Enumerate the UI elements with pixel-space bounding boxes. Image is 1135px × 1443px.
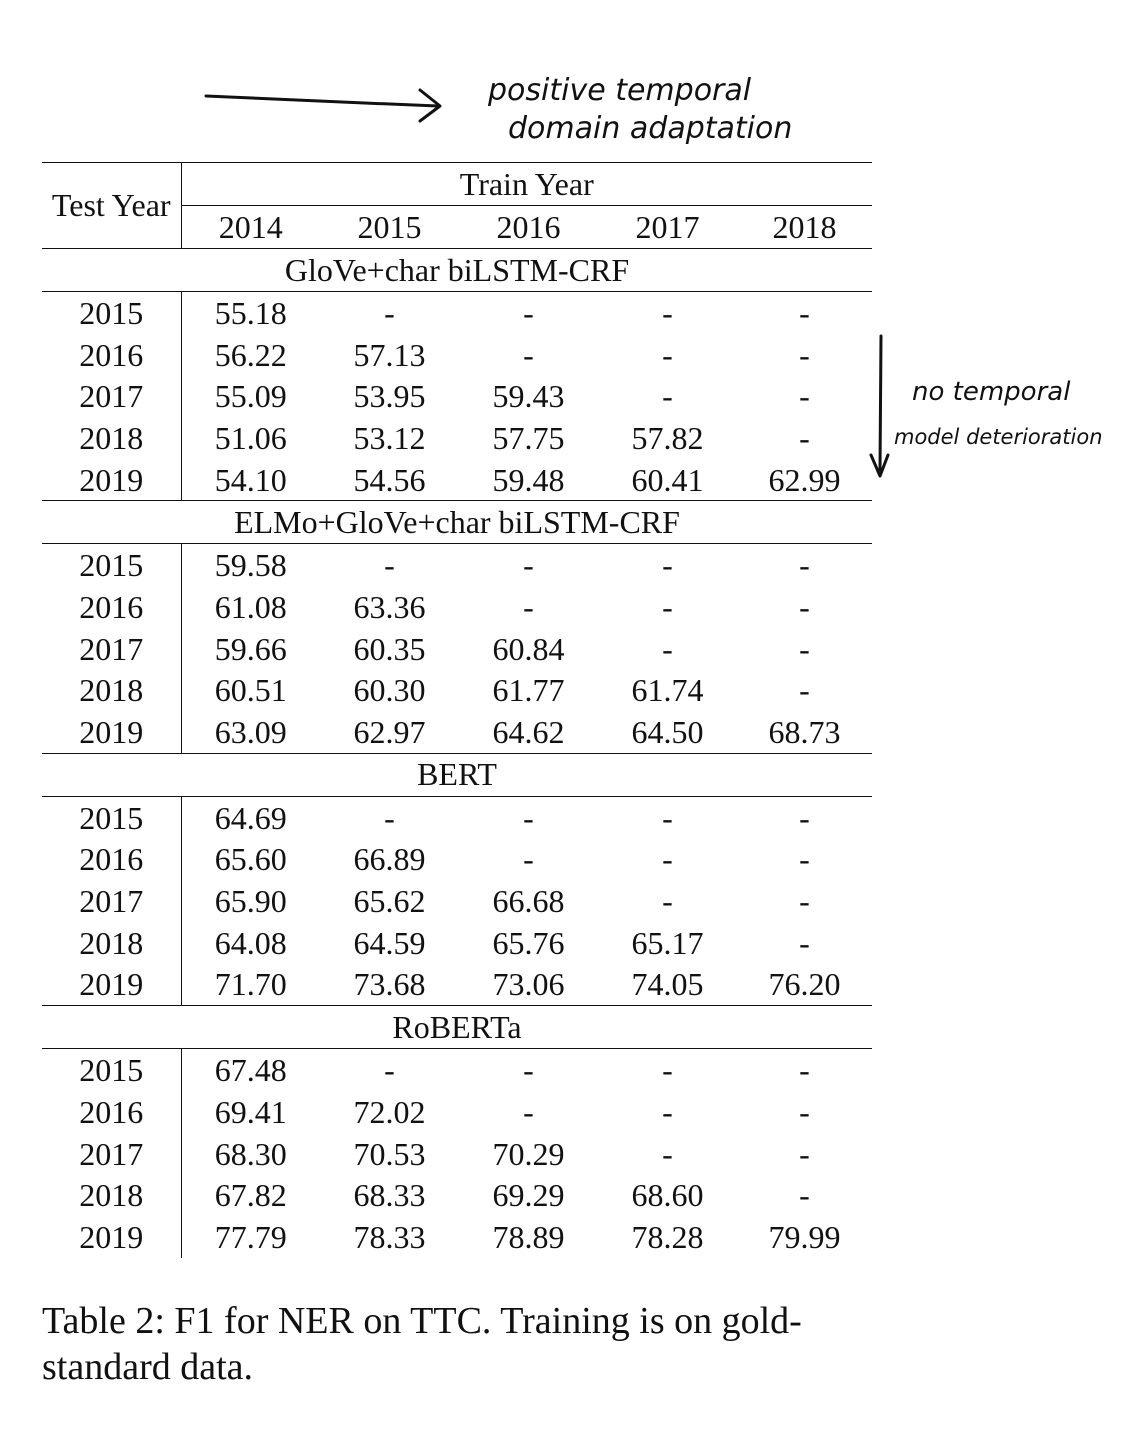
- f1-value-cell: -: [662, 799, 673, 836]
- f1-value-cell: -: [799, 419, 810, 456]
- test-year-cell: 2015: [42, 1049, 181, 1091]
- table-row: [42, 459, 872, 501]
- f1-value-cell: -: [662, 294, 673, 331]
- side-note-line-2: model deterioration: [894, 425, 1103, 449]
- f1-value-cell: 62.97: [353, 714, 426, 751]
- table-row: [42, 796, 872, 838]
- test-year-cell: 2019: [42, 1216, 181, 1258]
- f1-value-cell: 78.28: [631, 1218, 704, 1255]
- test-year-header: Test Year: [42, 163, 181, 249]
- table-row: [42, 922, 872, 964]
- f1-value-cell: 65.90: [214, 883, 287, 920]
- test-year-cell: 2015: [42, 544, 181, 586]
- f1-value-cell: -: [523, 1052, 534, 1089]
- f1-value-cell: -: [662, 378, 673, 415]
- f1-value-cell: -: [384, 547, 395, 584]
- f1-value-cell: 69.29: [492, 1177, 565, 1214]
- test-year-cell: 2017: [42, 1133, 181, 1175]
- f1-value-cell: -: [799, 924, 810, 961]
- f1-value-cell: -: [799, 672, 810, 709]
- f1-value-cell: 56.22: [214, 336, 287, 373]
- section-title: BERT: [42, 753, 872, 796]
- f1-value-cell: -: [799, 378, 810, 415]
- f1-value-cell: 71.70: [214, 966, 287, 1003]
- table-row: [42, 586, 872, 628]
- top-note-line-1: positive temporal: [488, 73, 752, 108]
- f1-value-cell: 60.30: [353, 672, 426, 709]
- f1-value-cell: 61.77: [492, 672, 565, 709]
- f1-value-cell: 68.60: [631, 1177, 704, 1214]
- test-year-cell: 2016: [42, 1091, 181, 1133]
- f1-value-cell: 64.62: [492, 714, 565, 751]
- section-title: ELMo+GloVe+char biLSTM-CRF: [42, 501, 872, 544]
- f1-value-cell: -: [662, 841, 673, 878]
- table-row: [42, 1216, 872, 1258]
- train-year-2016: 2016: [459, 206, 598, 249]
- f1-value-cell: 64.50: [631, 714, 704, 751]
- f1-value-cell: -: [799, 630, 810, 667]
- f1-value-cell: 79.99: [768, 1218, 841, 1255]
- train-year-2018: 2018: [737, 206, 872, 249]
- side-note-line-1: no temporal: [912, 377, 1071, 407]
- test-year-cell: 2015: [42, 292, 181, 334]
- table-row: [42, 964, 872, 1006]
- f1-value-cell: 60.84: [492, 630, 565, 667]
- f1-value-cell: -: [799, 1135, 810, 1172]
- f1-value-cell: 59.66: [214, 630, 287, 667]
- top-note-line-2: domain adaptation: [508, 111, 793, 146]
- f1-value-cell: -: [662, 630, 673, 667]
- f1-value-cell: 77.79: [214, 1218, 287, 1255]
- f1-value-cell: 65.62: [353, 883, 426, 920]
- f1-value-cell: -: [662, 1052, 673, 1089]
- f1-value-cell: 57.13: [353, 336, 426, 373]
- test-year-cell: 2018: [42, 670, 181, 712]
- test-year-cell: 2019: [42, 964, 181, 1006]
- f1-value-cell: 74.05: [631, 966, 704, 1003]
- train-year-2014: 2014: [181, 206, 320, 249]
- train-year-2017: 2017: [598, 206, 737, 249]
- f1-value-cell: 62.99: [768, 461, 841, 498]
- f1-value-cell: -: [662, 1093, 673, 1130]
- test-year-cell: 2019: [42, 711, 181, 753]
- f1-value-cell: 55.18: [214, 294, 287, 331]
- f1-value-cell: 55.09: [214, 378, 287, 415]
- test-year-cell: 2018: [42, 1174, 181, 1216]
- f1-value-cell: 53.95: [353, 378, 426, 415]
- f1-value-cell: 65.60: [214, 841, 287, 878]
- f1-value-cell: 61.08: [214, 588, 287, 625]
- f1-value-cell: -: [799, 1177, 810, 1214]
- table-row: [42, 711, 872, 753]
- f1-value-cell: 78.89: [492, 1218, 565, 1255]
- f1-value-cell: 66.68: [492, 883, 565, 920]
- section-title: RoBERTa: [42, 1006, 872, 1049]
- f1-value-cell: 67.48: [214, 1052, 287, 1089]
- f1-value-cell: 64.08: [214, 924, 287, 961]
- table-row: [42, 628, 872, 670]
- table-row: [42, 1091, 872, 1133]
- f1-value-cell: -: [799, 1093, 810, 1130]
- f1-value-cell: -: [662, 1135, 673, 1172]
- f1-value-cell: 64.59: [353, 924, 426, 961]
- f1-value-cell: -: [799, 841, 810, 878]
- section-header: [42, 753, 872, 796]
- f1-value-cell: 63.09: [214, 714, 287, 751]
- test-year-cell: 2018: [42, 922, 181, 964]
- f1-value-cell: -: [523, 294, 534, 331]
- f1-value-cell: -: [523, 841, 534, 878]
- section-header: [42, 501, 872, 544]
- test-year-cell: 2016: [42, 586, 181, 628]
- f1-value-cell: 68.73: [768, 714, 841, 751]
- f1-value-cell: 59.48: [492, 461, 565, 498]
- f1-value-cell: 70.29: [492, 1135, 565, 1172]
- f1-value-cell: 54.10: [214, 461, 287, 498]
- table-row: [42, 670, 872, 712]
- f1-value-cell: -: [662, 588, 673, 625]
- f1-value-cell: 59.58: [214, 547, 287, 584]
- f1-value-cell: 64.69: [214, 799, 287, 836]
- table-row: [42, 880, 872, 922]
- test-year-cell: 2017: [42, 628, 181, 670]
- train-year-header: Train Year: [181, 163, 872, 206]
- f1-value-cell: 72.02: [353, 1093, 426, 1130]
- test-year-cell: 2017: [42, 375, 181, 417]
- test-year-cell: 2019: [42, 459, 181, 501]
- f1-value-cell: -: [799, 336, 810, 373]
- section-header: [42, 1006, 872, 1049]
- table-row: [42, 1174, 872, 1216]
- f1-value-cell: -: [662, 547, 673, 584]
- f1-value-cell: -: [662, 336, 673, 373]
- f1-value-cell: 73.68: [353, 966, 426, 1003]
- table-row: [42, 334, 872, 376]
- f1-value-cell: -: [523, 336, 534, 373]
- section-header: [42, 249, 872, 292]
- results-table: [42, 162, 872, 1258]
- vertical-arrow-icon: [880, 336, 881, 470]
- f1-value-cell: 60.51: [214, 672, 287, 709]
- f1-value-cell: 68.33: [353, 1177, 426, 1214]
- f1-value-cell: 57.82: [631, 419, 704, 456]
- f1-value-cell: 53.12: [353, 419, 426, 456]
- f1-value-cell: -: [523, 547, 534, 584]
- f1-value-cell: -: [799, 294, 810, 331]
- test-year-cell: 2017: [42, 880, 181, 922]
- section-title: GloVe+char biLSTM-CRF: [42, 249, 872, 292]
- f1-value-cell: 59.43: [492, 378, 565, 415]
- f1-value-cell: 68.30: [214, 1135, 287, 1172]
- f1-value-cell: 73.06: [492, 966, 565, 1003]
- table-row: [42, 1133, 872, 1175]
- f1-value-cell: -: [799, 799, 810, 836]
- test-year-cell: 2015: [42, 796, 181, 838]
- f1-value-cell: 51.06: [214, 419, 287, 456]
- f1-value-cell: -: [662, 883, 673, 920]
- f1-value-cell: 60.41: [631, 461, 704, 498]
- f1-value-cell: 67.82: [214, 1177, 287, 1214]
- table-row: [42, 1049, 872, 1091]
- test-year-cell: 2016: [42, 839, 181, 881]
- train-year-2015: 2015: [320, 206, 459, 249]
- f1-value-cell: -: [384, 799, 395, 836]
- f1-value-cell: 54.56: [353, 461, 426, 498]
- horizontal-arrow-icon: [206, 96, 438, 106]
- f1-value-cell: -: [523, 588, 534, 625]
- f1-value-cell: -: [799, 547, 810, 584]
- table-caption: Table 2: F1 for NER on TTC. Training is on gold-standard data.: [42, 1300, 802, 1388]
- f1-value-cell: 61.74: [631, 672, 704, 709]
- table-row: [42, 839, 872, 881]
- f1-value-cell: -: [384, 1052, 395, 1089]
- f1-value-cell: -: [799, 883, 810, 920]
- f1-value-cell: 65.76: [492, 924, 565, 961]
- test-year-cell: 2018: [42, 417, 181, 459]
- table-row: [42, 292, 872, 334]
- f1-value-cell: 60.35: [353, 630, 426, 667]
- f1-value-cell: 70.53: [353, 1135, 426, 1172]
- f1-value-cell: 65.17: [631, 924, 704, 961]
- f1-value-cell: 57.75: [492, 419, 565, 456]
- header-row-train: [42, 163, 872, 206]
- f1-value-cell: -: [523, 799, 534, 836]
- test-year-cell: 2016: [42, 334, 181, 376]
- f1-value-cell: 66.89: [353, 841, 426, 878]
- f1-value-cell: -: [384, 294, 395, 331]
- table-row: [42, 375, 872, 417]
- f1-value-cell: -: [799, 588, 810, 625]
- table-row: [42, 417, 872, 459]
- f1-value-cell: 76.20: [768, 966, 841, 1003]
- f1-value-cell: 78.33: [353, 1218, 426, 1255]
- f1-value-cell: 63.36: [353, 588, 426, 625]
- f1-value-cell: -: [799, 1052, 810, 1089]
- table-row: [42, 544, 872, 586]
- f1-value-cell: -: [523, 1093, 534, 1130]
- f1-value-cell: 69.41: [214, 1093, 287, 1130]
